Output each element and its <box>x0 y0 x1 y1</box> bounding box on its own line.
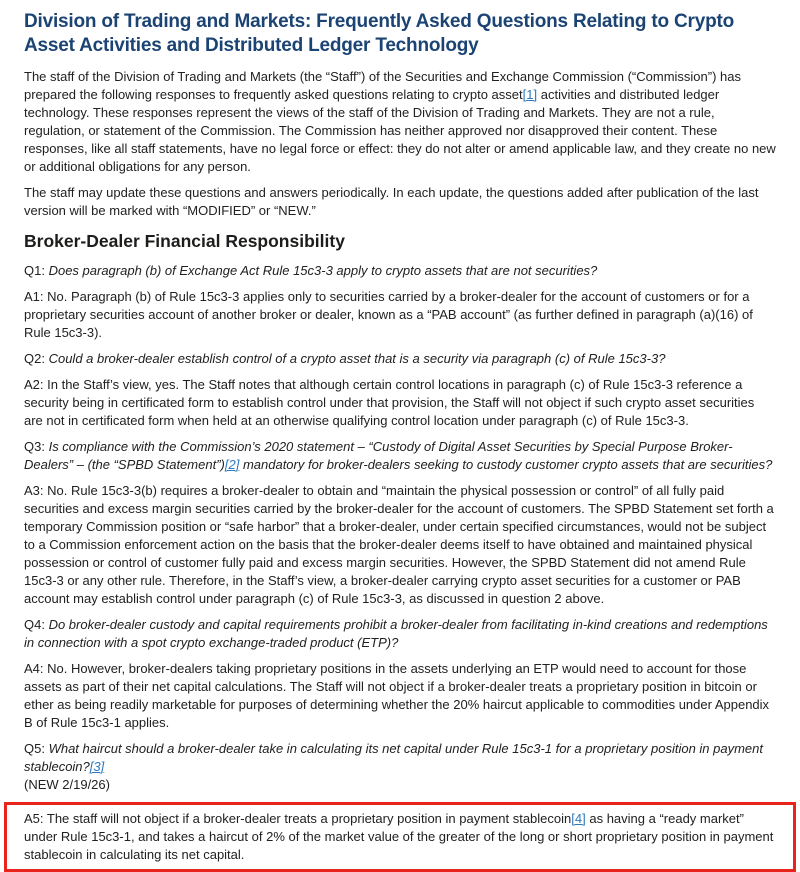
highlighted-answer-box <box>4 802 796 872</box>
text-run: A1: No. Paragraph (b) of Rule 15c3-3 applies only to securities carried by a broker-dealer for the account of customers or for a proprietary securities account of another broker or dealer, known as a “PAB account” (as further defined in paragraph (a)(16) of Rule 15c3-3). <box>24 289 753 340</box>
text-run: A3: No. Rule 15c3-3(b) requires a broker-dealer to obtain and “maintain the physical possession or control” of all fully paid securities and excess margin securities carried by the broker-dealer for the account of customers. The SPBD Statement set forth a temporary Commission position or “safe harbor” that a broker-dealer, under certain specified circumstances, would not be subject to a Commission enforcement action on the basis that the broker-dealer deems itself to have obtained and maintained physical possession or control of customer fully paid and excess margin securities. However, the SPBD Statement did not amend Rule 15c3-3 or any other rule. Therefore, in the Staff’s view, a broker-dealer carrying crypto asset securities for a customer or PAB account may establish control under paragraph (c) of Rule 15c3-3, as discussed in question 2 above. <box>24 483 774 606</box>
text-run: Q3: <box>24 439 49 454</box>
intro-paragraph-2 <box>24 184 776 220</box>
text-run: activities and distributed ledger technology. These responses represent the views of the staff of the Division of Trading and Markets. They are not a rule, regulation, or statement of the Commission. The Commission has neither approved nor disapproved their content. These responses, like all staff statements, have no legal force or effect: they do not alter or amend applicable law, and they create no new or additional obligations for any person. <box>24 87 776 174</box>
text-run: Does paragraph (b) of Exchange Act Rule 15c3-3 apply to crypto assets that are not securities? <box>48 263 598 278</box>
question-3 <box>24 438 776 474</box>
text-run: Q4: <box>24 617 49 632</box>
text-run: Q2: <box>24 351 49 366</box>
text-run: The staff may update these questions and answers periodically. In each update, the questions added after publication of the last version will be marked with “MODIFIED” or “NEW.” <box>24 185 759 218</box>
text-run: Do broker-dealer custody and capital requirements prohibit a broker-dealer from facilitating in-kind creations and redemptions in connection with a spot crypto exchange-traded product (ETP)? <box>24 617 768 650</box>
text-run: A5: The staff will not object if a broker-dealer treats a proprietary position in payment stablecoin <box>24 811 572 826</box>
text-run: The staff of the Division of Trading and Markets (the “Staff”) of the Securities and Exchange Commission (“Commission”) has prepared the following responses to frequently asked questions relating to crypto asset <box>24 69 741 102</box>
answer-5 <box>24 810 775 864</box>
text-run: as having a “ready market” under Rule 15c3-1, and takes a haircut of 2% of the market value of the greater of the long or short proprietary position in payment stablecoin in calculating its net capital. <box>24 811 774 862</box>
text-run: What haircut should a broker-dealer take in calculating its net capital under Rule 15c3-1 for a proprietary position in payment stablecoin? <box>24 741 764 774</box>
question-1 <box>24 262 776 280</box>
text-run: A2: In the Staff’s view, yes. The Staff notes that although certain control locations in paragraph (c) of Rule 15c3-3 reference a security being in certificated form to establish control under that provision, the Staff will not object if such crypto asset securities are not in certificated form when held at an otherwise qualifying control location under paragraph (c) of Rule 15c3-3. <box>24 377 755 428</box>
text-run: Is compliance with the Commission’s 2020 statement – “Custody of Digital Asset Securities by Special Purpose Broker-Dealers” – (the “SPBD Statement”) <box>24 439 733 472</box>
question-5-new-date-note: (NEW 2/19/26) <box>24 777 110 792</box>
text-run: Q1: <box>24 263 49 278</box>
text-run: mandatory for broker-dealers seeking to custody customer crypto assets that are securities? <box>239 457 773 472</box>
question-4 <box>24 616 776 652</box>
answer-3 <box>24 482 776 608</box>
footnote-link-2[interactable]: [2] <box>224 457 240 472</box>
footnote-link-4[interactable]: [4] <box>571 811 586 826</box>
answer-2 <box>24 376 776 430</box>
text-run: Q5: <box>24 741 49 756</box>
question-5 <box>24 740 776 776</box>
text-run: A4: No. However, broker-dealers taking proprietary positions in the assets underlying an ETP would need to account for those assets as part of their net capital calculations. The Staff will not object if a broker-dealer treats a proprietary position in bitcoin or ether as being readily marketable for purposes of determining whether the 20% haircut applicable to commodities under Appendix B of Rule 15c3-1 applies. <box>24 661 770 730</box>
question-2 <box>24 350 776 368</box>
section-heading: Broker-Dealer Financial Responsibility <box>24 231 345 251</box>
page-title: Division of Trading and Markets: Frequently Asked Questions Relating to Crypto Asset Activities and Distributed Ledger Technology <box>24 11 735 56</box>
answer-1 <box>24 288 776 342</box>
footnote-link-3[interactable]: [3] <box>89 759 105 774</box>
intro-paragraph-1 <box>24 68 776 176</box>
footnote-link-1[interactable]: [1] <box>522 87 538 102</box>
text-run: Could a broker-dealer establish control of a crypto asset that is a security via paragraph (c) of Rule 15c3-3? <box>48 351 666 366</box>
answer-4 <box>24 660 776 732</box>
